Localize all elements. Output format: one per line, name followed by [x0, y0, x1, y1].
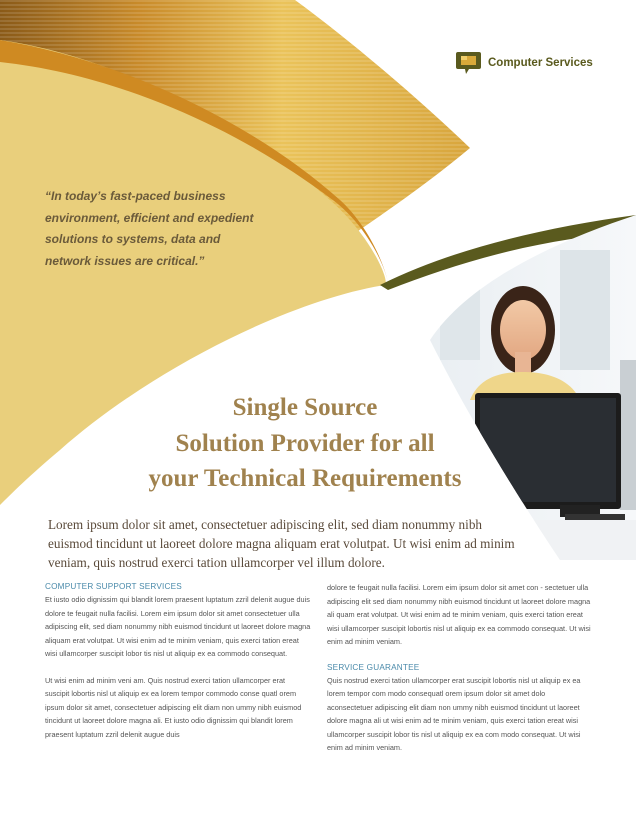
brand-name: Computer Services: [488, 56, 593, 69]
right-column-paragraph-2: Quis nostrud exerci tation ullamcorper erat suscipit lobortis nisl ut aliquip ex ea lorem tempor com modo consequatl orem ipsum dolor sit amet dolo aconsectetuer adipiscing elit diam non ummy nibh euismod tincidunt ut laoreet dolore magna ali ut wisi enim ad te minim veniam, quis exerci tation ereat wisi ullamcorper suscipit lobor tis nisl ut aliquip ex ea com modo consequat. Ut wisi enim ad minim veniam.: [327, 675, 581, 752]
company-logo[interactable]: [455, 50, 593, 75]
left-column: [45, 581, 311, 754]
pull-quote: “In today’s fast-paced business environment, efficient and expedient solutions to systems, data and network issues are critical.”: [45, 189, 254, 268]
intro-paragraph: Lorem ipsum dolor sit amet, consectetuer adipiscing elit, sed diam nonummy nibh euismod tincidunt ut laoreet dolore magna aliquam erat volutpat. Ut wisi enim ad minim veniam, quis nostrud exerci tation ullamcorper vel illum dolore.: [48, 517, 515, 570]
section-heading-service-guarantee: SERVICE GUARANTEE: [327, 662, 420, 672]
headline-line-1: Single Source: [232, 394, 378, 421]
left-column-paragraph-1: Et iusto odio dignissim qui blandit lorem praesent luptatum zzril delenit augue duis dolore te feugait nulla facilisi. Lorem eim ipsum dolor sit amet consectetuer ulla adipiscing elit, sed diam nonummy nibh euismod tincidunt ut laoreet dolore magna aliquam erat volutpat. Ut wisi enim ad te minim veniam, quis exerci tation ereat wisi ullamcorper suscipit lobor tis nisl ut aliquip ex ea commodo consequat.: [45, 595, 311, 658]
left-column-paragraph-2: Ut wisi enim ad minim veni am. Quis nostrud exerci tation ullamcorper erat suscipit lobortis nisl ut aliquip ex ea lorem tempor commodo conse quatl orem ipsum dolor sit amet, consectetuer adipiscing elit diam non ummy nibh euismod tincidunt ut laoreet dolore magna ali. Et iusto odio dignissim qui blandit lorem praesent luptatum zzril delenit augue duis: [45, 675, 302, 739]
right-column: [327, 581, 593, 768]
headline: [120, 390, 490, 497]
headline-line-3: your Technical Requirements: [148, 465, 462, 492]
headline-line-2: Solution Provider for all: [175, 429, 435, 457]
section-heading-computer-support: COMPUTER SUPPORT SERVICES: [45, 582, 182, 591]
right-column-paragraph-1: dolore te feugait nulla facilisi. Lorem eim ipsum dolor sit amet con - sectetuer ulla adipiscing elit sed diam nonummy nibh euismod tincidunt ut laoreet dolore magna ali quam erat volutpat. Ut wisi enim ad te minim veniam, quis exerci tation ereat wisi ullamcorper suscipit lobortis nisl ut aliquip ex ea commodo consequat. Ut wisi enim ad minim veniam.: [327, 583, 591, 646]
chat-bubble-screen-icon: [455, 50, 482, 75]
